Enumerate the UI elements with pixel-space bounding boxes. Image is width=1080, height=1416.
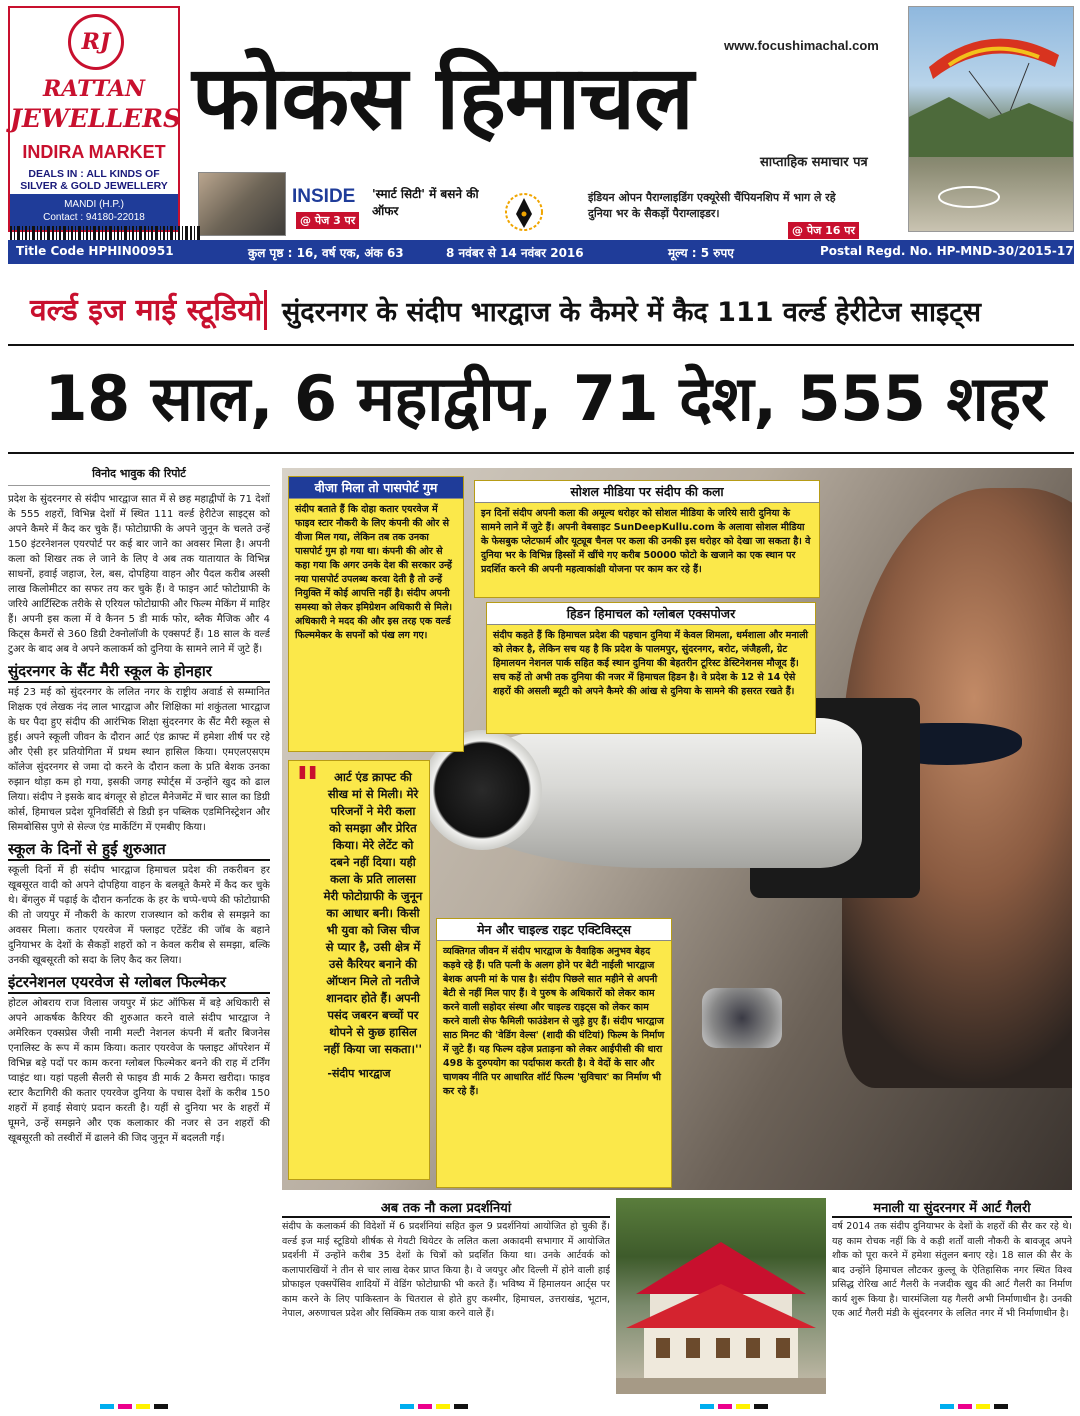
quote-attribution: -संदीप भारद्वाज [327, 1067, 391, 1080]
big-headline-divider [8, 452, 1074, 454]
jeweller-advertisement [8, 6, 180, 232]
gallery-title: मनाली या सुंदरनगर में आर्ट गैलरी [832, 1198, 1072, 1218]
paraglider-photo [908, 6, 1074, 232]
gallery-text: वर्ष 2014 तक संदीप दुनियाभर के देशों के शहरों की सैर कर रहे थे। यह काम रोचक नहीं कि वे कड़ी शर्तों वाली नौकरी के बावजूद अपने शौक को पूरा करने में हमेशा संतुलन बनाए रहे। 18 साल की सैर के बाद उन्होंने हिमाचल लौटकर कुल्लू के ऐतिहासिक नगर स्थित विश्व प्रसिद्ध रोरिख आर्ट गैलरी के नजदीक खुद की आर्ट गैलरी का निर्माण कार्य शुरू किया है। चारमंजिला यह गैलरी अभी निर्माणाधीन है। उनकी एक आर्ट गैलरी मंडी के सुंदरनगर के ललित नगर में भी निर्माणाधीन है। [832, 1221, 1072, 1319]
article-paragraph: प्रदेश के सुंदरनगर से संदीप भारद्वाज सात में से छह महाद्वीपों के 71 देशों के 555 शहरों, विभिन्न देशों में स्थित 111 वर्ल्ड हेरीटेज साइट्स को अपने कैमरे में कैद कर चुके हैं। फोटोग्राफी के अपने जुनून के चलते उन्हें 150 इंटरनेशनल एयरपोर्ट पर कई बार जाने का अवसर मिला है। अपनी कला को शिखर तक ले जाने के लिए वे अब तक यातायात के विभिन्न साधनों, हवाई जहाज, रेल, बस, दोपहिया वाहन और पैदल करीब अस्सी लाख किलोमीटर का सफर तय कर चुके हैं। वे फाइन आर्ट फोटोग्राफी के जरिये आर्टिस्टिक तरीके से एरियल फोटोग्राफी और फिल्म मेकिंग में माहिर हैं। अपनी इस कला में वे कैनन 5 डी मार्क फोर, ब्लैक मैजिक और 4 किट्स कैमरों से 360 डिग्री टेक्नोलॉजी के एक्सपर्ट हैं। 18 साल के वर्ल्ड टुअर के बाद अब वे अपने कलाकर्म को दुनिया के सामने लाने में जुटे हैं। [8, 494, 270, 655]
barcode-icon [10, 226, 200, 240]
ad-deals: DEALS IN : ALL KINDS OF SILVER & GOLD JEWELLERY [20, 168, 168, 192]
ad-name-line2: JEWELLERS [10, 104, 182, 133]
article-paragraph: स्कूली दिनों में ही संदीप भारद्वाज हिमाचल प्रदेश की तकरीबन हर खूबसूरत वादी को अपने दोपहिया वाहन के बलबूते कैमरे में कैद कर चुके थे। बेंगलुरु में पढ़ाई के दौरान कर्नाटक के हर के चप्पे-चप्पे की फोटोग्राफी की तो जयपुर में नौकरी के कारण राजस्थान को करीब से समझने का अवसर मिला। कतार एयरवेज में फ्लाइट एटेंडेंट की जॉब के बहाने दुनियाभर के देशों के सैकड़ों शहरों को न केवल करीब से समझा, बल्कि उनकी खूबसूरती को सदा के लिए कैद कर लिया। [8, 865, 270, 966]
newspaper-title: फोकस हिमाचल [192, 46, 693, 149]
visa-title: वीजा मिला तो पासपोर्ट गुम [289, 477, 463, 499]
main-headline: सुंदरनगर के संदीप भारद्वाज के कैमरे में कैद 111 वर्ल्ड हेरीटेज साइट्स [282, 297, 982, 328]
inside-thumbnail-photo [198, 172, 286, 236]
paragliding-page-ref[interactable]: @ पेज 16 पर [788, 222, 859, 239]
exhibitions-article [282, 1198, 610, 1394]
title-code: Title Code HPHIN00951 [16, 244, 174, 258]
byline: विनोद भावुक की रिपोर्ट [8, 466, 270, 486]
rights-activist-box [436, 918, 672, 1188]
visa-sidebar [288, 476, 464, 752]
ad-name-line1: RATTAN [42, 76, 146, 102]
social-text: इन दिनों संदीप अपनी कला की अमूल्य धरोहर को सोशल मीडिया के जरिये सारी दुनिया के सामने लाने में जुटे हैं। अपनी वेबसाइट SunDeepKullu.com के अलावा सोशल मीडिया के फेसबुक प्लेटफार्म और यूट्यूब चैनल पर कला की उनकी इस धरोहर को देखा जा सकता है। वे दुनिया भर के विभिन्न हिस्सों में खींचे गए करीब 50000 फोटो के खजाने का एक स्थान पर प्रदर्शित करने की अपनी महत्वाकांक्षी योजना पर काम कर रहे हैं। [481, 508, 811, 575]
website-url[interactable]: www.focushimachal.com [724, 38, 879, 53]
subhead-airways: इंटरनेशनल एयरवेज से ग्लोबल फिल्मेकर [8, 972, 270, 994]
big-headline: 18 साल, 6 महाद्वीप, 71 देश, 555 शहर [44, 362, 1046, 435]
men-rights-text: व्यक्तिगत जीवन में संदीप भारद्वाज के वैवाहिक अनुभव बेहद कड़वे रहे हैं। पति पत्नी के अलग होने पर बेटी नाईली भारद्वाज बेशक अपनी मां के पास है। संदीप पिछले सात महीने से अपनी बेटी से नहीं मिल पाए हैं। वे पुरुष के अधिकारों को लेकर काम करने वाली सहोदर संस्था और चाइल्ड राइट्स को लेकर काम करने वाली सेफ फैमिली फाउंडेशन से जुड़े हुए हैं। संदीप भारद्वाज साठ मिनट की 'वेडिंग वेल्स' (शादी की घंटियां) फिल्म के निर्माण में जुटे हैं। यह फिल्म दहेज प्रताड़ना को लेकर आईपीसी की धारा 498 के दुरुपयोग का पर्दाफाश करती है। वे वेदों के सार और चाणक्य नीति पर आधारित शॉर्ट फिल्म 'सुविचार' का निर्माण भी कर रहे हैं। [443, 946, 665, 1097]
art-gallery-article [832, 1198, 1072, 1394]
exhibitions-title: अब तक नौ कला प्रदर्शनियां [282, 1198, 610, 1218]
kicker-separator [264, 290, 267, 330]
hidden-himachal-box [486, 602, 816, 734]
article-paragraph: होटल ओबराय राज विलास जयपुर में फ्रंट ऑफिस में बड़े अधिकारी से अपने आकर्षक कैरियर की शुरुआत करने वाले संदीप भारद्वाज ने अमेरिकन एक्सप्रेस जैसी नामी मल्टी नेशनल कंपनी में बतौर बिजनेस एनालिस्ट के रूप में काम किया। कतार एयरवेज के फ्लाइट ऑपरेशन में विभिन्न बड़े पदों पर काम करना ग्लोबल फिल्मेकर बनने की राह में टर्निंग प्वाइंट था। यहां पहली सैलरी से फाइव डी मार्क 2 कैमरा खरीदा। फाइव स्टार कैटागिरी की कतार एयरवेज दुनिया के पचास देशों के करीब 150 शहरों में हवाई सेवाएं प्रदान करती है। यहीं से दुनिया भर के शहरों में घूमने, उन्हें समझने और एक कलाकार की नजर से उन शहरों की खूबसूरती को तस्वीरों में ढालने की जिद जुनून में बदलती गई। [8, 998, 270, 1144]
issue-price: मूल्य : 5 रुपए [668, 246, 734, 260]
quote-mark-icon: " [295, 757, 321, 813]
quote-box [288, 757, 430, 1180]
ad-contact: MANDI (H.P.) Contact : 94180-22018 [10, 194, 178, 230]
hidden-title: हिडन हिमाचल को ग्लोबल एक्सपोजर [487, 603, 815, 625]
ad-market: INDIRA MARKET [22, 142, 166, 162]
social-media-box [474, 480, 820, 598]
wrist-watch [702, 988, 782, 1048]
inside-page-ref[interactable]: @ पेज 3 पर [296, 212, 359, 229]
art-gallery-building-photo [616, 1198, 826, 1394]
print-registration-marks [0, 1396, 1080, 1416]
newspaper-subtitle: साप्ताहिक समाचार पत्र [760, 155, 868, 170]
kicker-headline: वर्ल्ड इज माई स्टूडियो [30, 293, 263, 328]
headline-divider [8, 344, 1074, 346]
men-rights-title: मेन और चाइल्ड राइट एक्टिविस्ट्स [437, 919, 671, 941]
inside-label: INSIDE [292, 186, 356, 207]
issue-dates: 8 नवंबर से 14 नवंबर 2016 [446, 246, 584, 260]
subhead-start: स्कूल के दिनों से हुई शुरुआत [8, 839, 270, 861]
paragliding-teaser-text: इंडियन ओपन पैराग्लाइडिंग एक्यूरेसी चैंपियनशिप में भाग ले रहे दुनिया भर के सैकड़ों पैराग्लाइडर। [588, 191, 836, 220]
social-title: सोशल मीडिया पर संदीप की कला [475, 481, 819, 503]
hidden-text: संदीप कहते हैं कि हिमाचल प्रदेश की पहचान दुनिया में केवल शिमला, धर्मशाला और मनाली को लेकर है, लेकिन सच यह है कि प्रदेश के पालमपुर, सुंदरनगर, बरोट, जंजैहली, ग्रेट हिमालयन नेशनल पार्क सहित कई स्थान दुनिया की बेहतरीन टूरिस्ट डेस्टिनेशनस मौजूद हैं। सच कहें तो अभी तक दुनिया की नजर में हिमाचल हिडन है। वे प्रदेश के 12 से 14 ऐसे शहरों की असली ब्यूटी को अपने कैमरे की आंख से दुनिया के सामने की हसरत रखते हैं। [493, 630, 809, 697]
article-paragraph: मई 23 मई को सुंदरनगर के ललित नगर के राष्ट्रीय अवार्ड से सम्मानित शिक्षक एवं लेखक नंद लाल भारद्वाज और शिक्षिका मां शकुंतला भारद्वाज के घर पैदा हुए संदीप की आरंभिक शिक्षा सुंदरनगर के सैंट मैरी स्कूल से हुई। अपने स्कूली जीवन के दौरान आर्ट एंड क्राफ्ट में हमेशा शीर्ष पर रहे और ऐसी हर प्रतियोगिता में प्रथम स्थान हासिल किया। एमएलएसएम कॉलेज सुंदरनगर से जमा दो करने के दौरान कला के प्रति बेशक उनका रुझान थोड़ा कम हो गया, इसकी जगह स्पोर्ट्स में उन्होंने खुद को ढाल लिया। संदीप ने इसके बाद बंगलूर से होटल मैनेजमेंट में चार साल का डिग्री कोर्स, हिमाचल प्रदेश यूनिवर्सिटी से डिग्री इन पब्लिक एडमिनिस्ट्रेशन और सिमबोसिस पुणे से सेल्ज एंड मार्केटिंग में एमबीए किया। [8, 687, 270, 833]
left-article-column [8, 466, 270, 1390]
quote-text: आर्ट एंड क्राफ्ट की सीख मां से मिली। मेरे परिजनों ने मेरी कला को समझा और प्रेरित किया। मेरे लेटेंट को दबने नहीं दिया। यही कला के प्रति लालसा मेरी फोटोग्राफी के जुनून का आधार बनी। किसी भी युवा को जिस चीज से प्यार है, उसी क्षेत्र में उसे कैरियर बनाने की ऑप्शन मिले तो नतीजे शानदार होते हैं। अपनी पसंद जबरन बच्चों पर थोपने से कुछ हासिल नहीं किया जा सकता।'' [323, 770, 423, 1056]
pen-nib-icon [504, 190, 544, 234]
exhibitions-text: संदीप के कलाकर्म की विदेशों में 6 प्रदर्शनियां सहित कुल 9 प्रदर्शनियां आयोजित हो चुकी हैं। वर्ल्ड इज माई स्टूडियो शीर्षक से गेयटी थियेटर के ललित कला अकादमी सभागार में आयोजित प्रदर्शनी में उन्होंने करीब 35 देशों के चित्रों को प्रदर्शित किया था। उनके आर्टवर्क को कलापारखियों ने तीन से चार लाख देकर प्राप्त किया है। वे जयपुर और दिल्ली में होने वाली हाई प्रोफाइल एक्सपेंसिव शादियों में वेडिंग फोटोग्राफी भी करते हैं। भविष्य में हिमालयन आर्ट्स पर काम करने के लिए पाकिस्तान के चितराल से होते हुए कश्मीर, हिमाचल, उत्तराखंड, भूटान, नेपाल, अरुणाचल प्रदेश और सिक्किम तक यात्रा करने वाले हैं। [282, 1221, 610, 1319]
visa-text: संदीप बताते हैं कि दोहा कतार एयरवेज में फाइव स्टार नौकरी के लिए कंपनी की ओर से वीजा मिल गया, लेकिन तब तक उनका पासपोर्ट गुम हो गया था। कंपनी की ओर से कहा गया कि अगर उनके देश की सरकार उन्हें नया पासपोर्ट उपलब्ध करवा देती है तो उन्हें नियुक्ति में कोई आपत्ति नहीं है। संदीप अपनी समस्या को लेकर इमिग्रेशन अधिकारी से मिले। अधिकारी ने मदद की और इस तरह एक वर्ल्ड फिल्ममेकर के सपनों को पंख लग गए। [295, 504, 453, 641]
subhead-school: सुंदरनगर के सैंट मैरी स्कूल के होनहार [8, 661, 270, 683]
issue-pages: कुल पृष्ठ : 16, वर्ष एक, अंक 63 [248, 246, 404, 260]
jeweller-logo: RJ [68, 14, 124, 70]
inside-teaser-text: 'स्मार्ट सिटी' में बसने की ऑफर [372, 187, 479, 218]
issue-info-bar [8, 240, 1074, 264]
postal-registration: Postal Regd. No. HP-MND-30/2015-17 [820, 244, 1074, 258]
